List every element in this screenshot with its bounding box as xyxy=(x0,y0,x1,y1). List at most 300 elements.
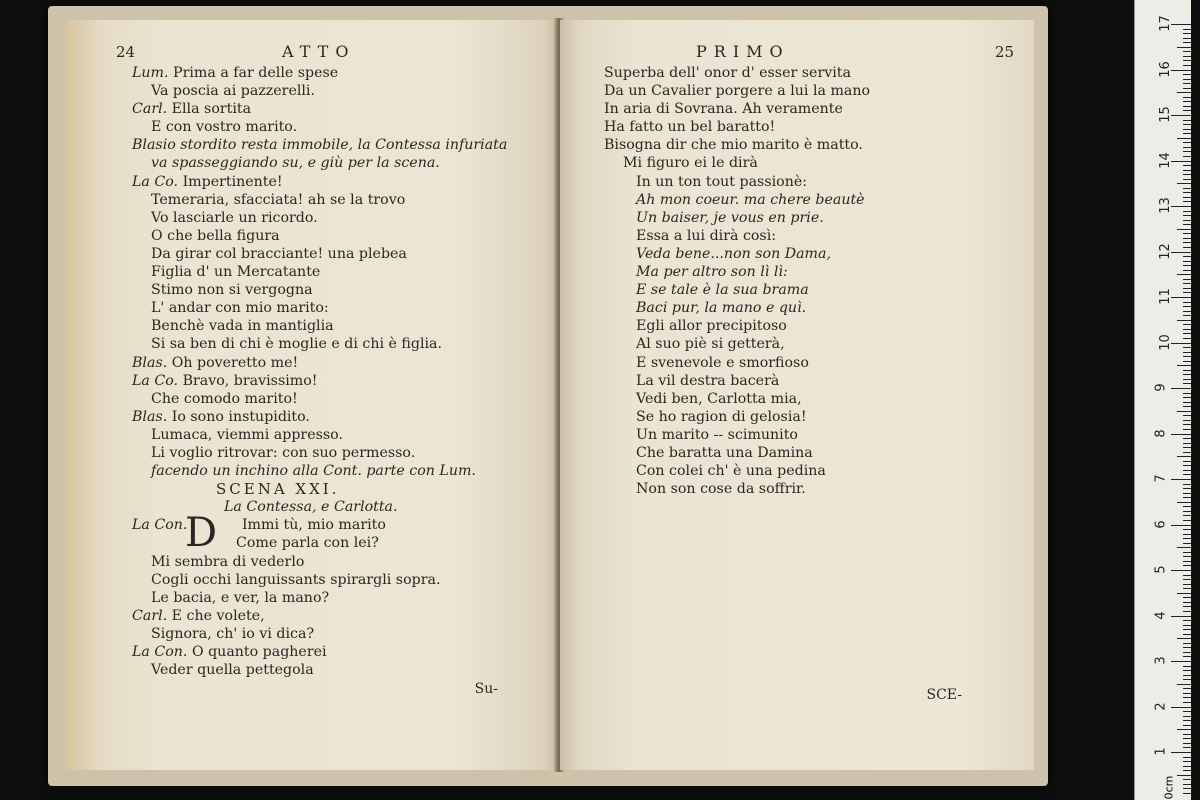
ruler-tick xyxy=(1183,747,1191,748)
speaker-name: Carl. xyxy=(132,607,172,624)
text-line xyxy=(132,299,546,317)
ruler-label: 3 xyxy=(1153,656,1169,665)
ruler-tick xyxy=(1183,415,1191,416)
ruler-tick xyxy=(1183,352,1191,353)
ruler-label: 16 xyxy=(1157,60,1173,78)
text-line xyxy=(132,390,546,408)
ruler-tick xyxy=(1183,147,1191,148)
ruler-tick xyxy=(1183,429,1191,430)
ruler-tick xyxy=(1183,374,1191,375)
ruler-tick xyxy=(1183,124,1191,125)
ruler-tick xyxy=(1183,770,1191,771)
ruler-tick xyxy=(1171,115,1191,116)
speaker-name: Lum. xyxy=(132,65,174,81)
ruler-tick xyxy=(1183,79,1191,80)
left-catchword: Su- xyxy=(474,680,498,697)
ruler-tick xyxy=(1183,201,1191,202)
text-line xyxy=(604,100,1016,118)
ruler-tick xyxy=(1183,120,1191,121)
verse-text: E svenevole e smorfioso xyxy=(636,354,809,371)
ruler-tick xyxy=(1183,292,1191,293)
ruler-tick xyxy=(1183,74,1191,75)
left-page xyxy=(66,20,558,770)
ruler-tick xyxy=(1183,647,1191,648)
verse-text: Lumaca, viemmi appresso. xyxy=(151,426,343,443)
stage-direction: facendo un inchino alla Cont. parte con Lum. xyxy=(151,463,476,480)
ruler-tick xyxy=(1183,693,1191,694)
ruler-tick xyxy=(1183,402,1191,403)
ruler-tick xyxy=(1177,547,1191,548)
verse-text: Figlia d' un Mercatante xyxy=(151,264,321,281)
ruler-tick xyxy=(1183,279,1191,280)
text-line xyxy=(604,317,1016,335)
text-line xyxy=(604,227,1016,245)
ruler-label: 15 xyxy=(1157,106,1173,123)
ruler-tick xyxy=(1171,297,1191,298)
text-line xyxy=(132,607,546,625)
ruler-tick xyxy=(1183,283,1191,284)
ruler-tick xyxy=(1183,270,1191,271)
verse-text: Prima a far delle spese xyxy=(173,65,339,81)
verse-text: Vo lasciarle un ricordo. xyxy=(151,209,318,226)
ruler-tick xyxy=(1183,420,1191,421)
ruler-tick xyxy=(1183,106,1191,107)
text-line xyxy=(132,571,546,589)
ruler-tick xyxy=(1183,265,1191,266)
verse-text: Bisogna dir che mio marito è matto. xyxy=(604,137,863,154)
ruler-tick xyxy=(1171,161,1191,162)
ruler-tick xyxy=(1183,716,1191,717)
text-line xyxy=(604,372,1016,390)
verse-text: Un marito -- scimunito xyxy=(636,426,798,443)
ruler-label: 2 xyxy=(1153,701,1169,711)
ruler-tick xyxy=(1183,142,1191,143)
text-line xyxy=(132,408,546,426)
verse-text: Al suo piè si getterà, xyxy=(636,336,785,353)
ruler-tick xyxy=(1183,515,1191,516)
ruler-label: 1 xyxy=(1153,747,1169,756)
verse-text: Con colei ch' è una pedina xyxy=(636,463,826,480)
stage-direction: Blasio stordito resta immobile, la Contessa infuriata xyxy=(132,137,508,154)
text-line xyxy=(132,661,546,679)
ruler-tick xyxy=(1171,479,1191,480)
text-line xyxy=(604,263,1016,281)
ruler-label: 4 xyxy=(1153,610,1169,620)
verse-text: Baci pur, la mano e quì. xyxy=(636,300,807,317)
ruler-tick xyxy=(1183,734,1191,735)
ruler-tick xyxy=(1171,388,1191,389)
verse-text: Se ho ragion di gelosia! xyxy=(636,408,807,425)
text-line xyxy=(132,82,546,100)
speaker-name: La Con. xyxy=(132,517,192,534)
ruler-tick xyxy=(1183,188,1191,189)
ruler-tick xyxy=(1171,252,1191,253)
ruler-tick xyxy=(1177,229,1191,230)
ruler-label: 11 xyxy=(1157,288,1173,305)
ruler-tick xyxy=(1177,638,1191,639)
ruler-tick xyxy=(1183,88,1191,89)
verse-text: Da un Cavalier porgere a lui la mano xyxy=(604,83,871,100)
ruler-tick xyxy=(1183,688,1191,689)
ruler-label: 13 xyxy=(1157,197,1173,214)
speaker-name: Blas. xyxy=(132,408,172,425)
text-line xyxy=(604,154,1016,172)
ruler-tick xyxy=(1183,538,1191,539)
ruler-tick xyxy=(1183,29,1191,30)
ruler-tick xyxy=(1183,129,1191,130)
ruler-label: 5 xyxy=(1153,565,1169,574)
ruler-tick xyxy=(1183,170,1191,171)
ruler-tick xyxy=(1183,238,1191,239)
ruler-tick xyxy=(1177,684,1191,685)
text-line xyxy=(132,173,546,191)
verse-text: Cogli occhi languissants spirargli sopra. xyxy=(151,571,441,588)
ruler-tick xyxy=(1183,347,1191,348)
ruler-tick xyxy=(1183,511,1191,512)
verse-text: Ha fatto un bel baratto! xyxy=(604,119,776,136)
text-line xyxy=(604,82,1016,100)
ruler-tick xyxy=(1177,456,1191,457)
text-line xyxy=(132,444,546,462)
ruler-tick xyxy=(1183,242,1191,243)
verse-text: Mi figuro ei le dirà xyxy=(623,155,758,172)
ruler-tick xyxy=(1177,183,1191,184)
text-line xyxy=(132,354,546,372)
open-book xyxy=(48,6,1048,786)
ruler-tick xyxy=(1183,101,1191,102)
ruler-tick xyxy=(1183,443,1191,444)
ruler-tick xyxy=(1183,151,1191,152)
ruler-tick xyxy=(1183,629,1191,630)
ruler-tick xyxy=(1183,643,1191,644)
text-line xyxy=(132,372,546,390)
ruler-tick xyxy=(1183,338,1191,339)
text-line xyxy=(604,118,1016,136)
ruler-tick xyxy=(1183,561,1191,562)
ruler-tick xyxy=(1183,356,1191,357)
ruler-tick xyxy=(1183,256,1191,257)
verse-text: Benchè vada in mantiglia xyxy=(151,318,334,335)
ruler-tick xyxy=(1183,393,1191,394)
ruler-tick xyxy=(1183,329,1191,330)
verse-text: Signora, ch' io vi dica? xyxy=(151,625,315,642)
verse-text: Da girar col bracciante! una plebea xyxy=(151,245,407,262)
text-line xyxy=(604,209,1016,227)
ruler-tick xyxy=(1183,156,1191,157)
ruler-tick xyxy=(1177,729,1191,730)
ruler-tick xyxy=(1177,47,1191,48)
text-line xyxy=(132,227,546,245)
ruler-tick xyxy=(1177,92,1191,93)
ruler-tick xyxy=(1177,411,1191,412)
ruler-tick xyxy=(1171,661,1191,662)
ruler-tick xyxy=(1183,652,1191,653)
ruler-tick xyxy=(1183,793,1191,794)
ruler-tick xyxy=(1183,302,1191,303)
text-line xyxy=(132,263,546,281)
ruler-tick xyxy=(1183,784,1191,785)
ruler-tick xyxy=(1183,611,1191,612)
ruler-tick xyxy=(1183,757,1191,758)
ruler-tick xyxy=(1183,379,1191,380)
text-line xyxy=(604,136,1016,154)
ruler-tick xyxy=(1183,361,1191,362)
ruler-tick xyxy=(1177,593,1191,594)
text-line xyxy=(604,480,1016,498)
ruler-tick xyxy=(1177,775,1191,776)
ruler-label: 17 xyxy=(1157,15,1173,32)
ruler-tick xyxy=(1183,215,1191,216)
verse-text: Le bacia, e ver, la mano? xyxy=(151,589,330,606)
ruler-tick xyxy=(1183,179,1191,180)
ruler-tick xyxy=(1183,711,1191,712)
ruler-tick xyxy=(1183,233,1191,234)
ruler-tick xyxy=(1183,670,1191,671)
ruler-tick xyxy=(1183,220,1191,221)
ruler-tick xyxy=(1183,211,1191,212)
ruler-label: 10 xyxy=(1157,333,1173,351)
ruler-tick xyxy=(1183,261,1191,262)
ruler-label: 9 xyxy=(1153,383,1169,392)
speaker-name: La Con. xyxy=(132,644,192,660)
ruler-tick xyxy=(1183,192,1191,193)
verse-text: Egli allor precipitoso xyxy=(636,318,787,335)
ruler-tick xyxy=(1183,97,1191,98)
ruler-tick xyxy=(1183,493,1191,494)
text-line xyxy=(132,426,546,444)
ruler-tick xyxy=(1183,51,1191,52)
verse-text: Io sono instupidito. xyxy=(171,408,310,425)
ruler-tick xyxy=(1183,397,1191,398)
text-line xyxy=(132,643,546,661)
left-page-header xyxy=(116,42,546,64)
text-line xyxy=(132,136,546,154)
text-line xyxy=(132,245,546,263)
verse-text: La vil destra bacerà xyxy=(636,372,780,389)
text-line xyxy=(132,317,546,335)
ruler-unit: 0cm xyxy=(1162,775,1176,800)
ruler-tick xyxy=(1183,224,1191,225)
ruler-tick xyxy=(1183,470,1191,471)
verse-text: Oh poveretto me! xyxy=(171,354,299,371)
ruler-tick xyxy=(1183,406,1191,407)
ruler-tick xyxy=(1183,133,1191,134)
verse-text: Che baratta una Damina xyxy=(636,444,813,461)
ruler-tick xyxy=(1171,570,1191,571)
text-line xyxy=(132,100,546,118)
ruler-tick xyxy=(1183,38,1191,39)
ruler-tick xyxy=(1183,761,1191,762)
ruler-tick xyxy=(1183,543,1191,544)
verse-text: Ella sortita xyxy=(171,101,252,118)
ruler-tick xyxy=(1183,606,1191,607)
verse-text: Va poscia ai pazzerelli. xyxy=(151,83,315,100)
text-line xyxy=(604,462,1016,480)
text-line xyxy=(132,335,546,353)
verse-text: In aria di Sovrana. Ah veramente xyxy=(604,101,843,118)
left-running-head: ATTO xyxy=(282,42,356,61)
text-line xyxy=(604,408,1016,426)
ruler-tick xyxy=(1183,247,1191,248)
ruler-tick xyxy=(1183,720,1191,721)
text-line xyxy=(604,281,1016,299)
ruler-tick xyxy=(1183,656,1191,657)
ruler-label: 14 xyxy=(1157,151,1173,169)
verse-text: Vedi ben, Carlotta mia, xyxy=(636,390,802,407)
ruler-tick xyxy=(1183,306,1191,307)
text-line xyxy=(604,390,1016,408)
text-line xyxy=(132,281,546,299)
verse-text: Immi tù, mio marito xyxy=(241,517,386,534)
ruler-tick xyxy=(1183,597,1191,598)
verse-text: Bravo, bravissimo! xyxy=(182,372,318,389)
ruler-tick xyxy=(1183,65,1191,66)
verse-text: Un baiser, je vous en prie. xyxy=(636,209,824,226)
ruler-tick xyxy=(1183,779,1191,780)
ruler-tick xyxy=(1183,452,1191,453)
ruler-tick xyxy=(1183,575,1191,576)
verse-text: Temeraria, sfacciata! ah se la trovo xyxy=(151,191,406,208)
text-line xyxy=(604,299,1016,317)
ruler-tick xyxy=(1183,788,1191,789)
ruler-tick xyxy=(1183,620,1191,621)
ruler-tick xyxy=(1183,529,1191,530)
ruler-tick xyxy=(1183,602,1191,603)
ruler-tick xyxy=(1183,465,1191,466)
right-page-text xyxy=(604,64,1016,498)
text-line xyxy=(132,64,546,82)
verse-text: O quanto pagherei xyxy=(191,644,327,660)
text-line xyxy=(604,64,1016,82)
verse-text: E se tale è la sua brama xyxy=(636,282,809,299)
ruler-tick xyxy=(1171,343,1191,344)
ruler-tick xyxy=(1183,743,1191,744)
left-page-number: 24 xyxy=(116,43,136,61)
ruler-tick xyxy=(1171,616,1191,617)
ruler-tick xyxy=(1183,447,1191,448)
text-line xyxy=(604,354,1016,372)
ruler-tick xyxy=(1183,584,1191,585)
text-line xyxy=(132,209,546,227)
right-catchword: SCE- xyxy=(926,686,962,703)
speaker-name: Blas. xyxy=(132,354,172,371)
verse-text: Come parla con lei? xyxy=(236,535,379,552)
speaker-name: Carl. xyxy=(132,101,172,118)
verse-text: Superba dell' onor d' esser servita xyxy=(604,65,851,81)
ruler-tick xyxy=(1177,320,1191,321)
text-line xyxy=(604,173,1016,191)
ruler-tick xyxy=(1183,497,1191,498)
ruler-label: 6 xyxy=(1153,519,1169,529)
ruler-tick xyxy=(1171,707,1191,708)
verse-text: Veder quella pettegola xyxy=(151,662,314,679)
text-line xyxy=(132,191,546,209)
verse-text: Non son cose da soffrir. xyxy=(636,481,806,498)
right-running-head: PRIMO xyxy=(696,42,790,61)
ruler-tick xyxy=(1183,556,1191,557)
ruler-tick xyxy=(1183,83,1191,84)
ruler-tick xyxy=(1183,370,1191,371)
left-page-text-2 xyxy=(132,510,546,679)
ruler-tick xyxy=(1183,333,1191,334)
verse-text: O che bella figura xyxy=(151,227,280,244)
verse-text: Impertinente! xyxy=(182,173,283,190)
ruler-tick xyxy=(1171,206,1191,207)
text-line xyxy=(132,625,546,643)
text-line xyxy=(132,154,546,172)
left-page-text xyxy=(132,64,546,480)
ruler-tick xyxy=(1183,634,1191,635)
scene-title: SCENA XXI. xyxy=(216,480,340,499)
ruler-tick xyxy=(1183,725,1191,726)
ruler-tick xyxy=(1183,579,1191,580)
ruler-tick xyxy=(1183,506,1191,507)
ruler-tick xyxy=(1177,365,1191,366)
verse-text: Li voglio ritrovar: con suo permesso. xyxy=(151,444,416,461)
ruler-tick xyxy=(1183,474,1191,475)
ruler-tick xyxy=(1183,520,1191,521)
ruler-tick xyxy=(1183,666,1191,667)
verse-text: Ah mon coeur. ma chere beautè xyxy=(636,191,865,208)
drop-cap: D xyxy=(185,510,218,557)
ruler-tick xyxy=(1183,424,1191,425)
verse-text: Si sa ben di chi è moglie e di chi è figlia. xyxy=(151,336,443,353)
text-line xyxy=(132,118,546,136)
right-page xyxy=(560,20,1034,770)
verse-text: Veda bene...non son Dama, xyxy=(636,245,831,262)
verse-text: In un ton tout passionè: xyxy=(636,173,808,190)
text-line xyxy=(604,335,1016,353)
text-line xyxy=(132,534,546,552)
ruler-tick xyxy=(1183,675,1191,676)
ruler-tick xyxy=(1171,525,1191,526)
stage-direction: va spasseggiando su, e giù per la scena. xyxy=(151,155,440,172)
ruler-tick xyxy=(1183,565,1191,566)
ruler-tick xyxy=(1171,434,1191,435)
ruler-tick xyxy=(1183,534,1191,535)
text-line xyxy=(604,426,1016,444)
ruler-tick xyxy=(1183,42,1191,43)
ruler-tick xyxy=(1183,552,1191,553)
verse-text: Che comodo marito! xyxy=(151,390,298,407)
ruler-tick xyxy=(1183,488,1191,489)
ruler-label: 12 xyxy=(1157,242,1173,260)
scene-cast: La Contessa, e Carlotta. xyxy=(224,499,398,516)
ruler-tick xyxy=(1183,165,1191,166)
ruler-tick xyxy=(1171,752,1191,753)
text-line xyxy=(604,444,1016,462)
ruler-tick xyxy=(1177,138,1191,139)
right-page-number: 25 xyxy=(994,43,1014,61)
ruler-tick xyxy=(1177,502,1191,503)
ruler-tick xyxy=(1183,60,1191,61)
ruler-tick xyxy=(1183,56,1191,57)
ruler-tick xyxy=(1183,315,1191,316)
ruler-tick xyxy=(1171,24,1191,25)
ruler-tick xyxy=(1183,484,1191,485)
ruler-tick xyxy=(1183,383,1191,384)
ruler-label: 8 xyxy=(1153,428,1169,438)
ruler-tick xyxy=(1177,274,1191,275)
speaker-name: La Co. xyxy=(132,173,183,190)
verse-text: E con vostro marito. xyxy=(151,119,298,136)
verse-text: Mi sembra di vederlo xyxy=(151,553,305,570)
speaker-name: La Co. xyxy=(132,372,183,389)
verse-text: L' andar con mio marito: xyxy=(151,300,329,317)
ruler-tick xyxy=(1183,702,1191,703)
ruler-tick xyxy=(1183,766,1191,767)
text-line xyxy=(604,191,1016,209)
